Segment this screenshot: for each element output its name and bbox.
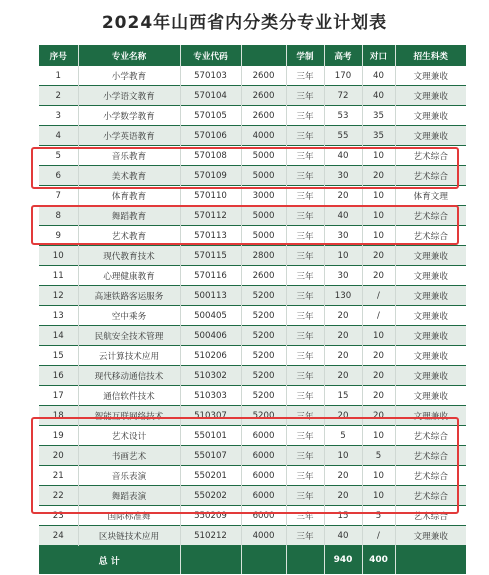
table-row xyxy=(39,326,466,346)
cell-index: 6 xyxy=(39,166,78,186)
cell-duikou: 10 xyxy=(362,326,395,346)
cell-gaokao: 55 xyxy=(324,126,362,146)
cell-tuition: 5200 xyxy=(241,386,286,406)
cell-gaokao: 20 xyxy=(324,306,362,326)
cell-index: 4 xyxy=(39,126,78,146)
cell-duration: 三年 xyxy=(286,106,324,126)
cell-gaokao: 30 xyxy=(324,226,362,246)
page-title: 2024年山西省内分类分专业计划表 xyxy=(101,13,388,33)
table-header-row xyxy=(39,45,466,66)
table-row xyxy=(39,206,466,226)
cell-gaokao: 40 xyxy=(324,526,362,546)
cell-major-name: 通信软件技术 xyxy=(78,386,180,406)
cell-duration: 三年 xyxy=(286,386,324,406)
cell-gaokao: 20 xyxy=(324,186,362,206)
cell-duration: 三年 xyxy=(286,426,324,446)
cell-index: 22 xyxy=(39,486,78,506)
cell-major-name: 音乐教育 xyxy=(78,146,180,166)
total-blank xyxy=(241,546,286,575)
cell-duration: 三年 xyxy=(286,326,324,346)
cell-category: 艺术综合 xyxy=(395,506,466,526)
cell-tuition: 6000 xyxy=(241,466,286,486)
cell-major-name: 国际标准舞 xyxy=(78,506,180,526)
cell-major-code: 570104 xyxy=(180,86,241,106)
header-duration: 学制 xyxy=(286,45,324,66)
cell-tuition: 6000 xyxy=(241,426,286,446)
cell-major-code: 500405 xyxy=(180,306,241,326)
header-gaokao: 高考 xyxy=(324,45,362,66)
table-row xyxy=(39,86,466,106)
cell-index: 5 xyxy=(55,150,61,161)
cell-major-name: 书画艺术 xyxy=(78,446,180,466)
table-row xyxy=(39,106,466,126)
cell-major-code: 570110 xyxy=(180,186,241,206)
cell-tuition: 6000 xyxy=(241,486,286,506)
cell-category: 文理兼收 xyxy=(395,386,466,406)
cell-major-code: 510212 xyxy=(180,526,241,546)
cell-gaokao: 10 xyxy=(324,446,362,466)
cell-index: 7 xyxy=(55,190,61,201)
cell-major-code: 500113 xyxy=(180,286,241,306)
cell-category: 艺术综合 xyxy=(395,226,466,246)
cell-gaokao: 15 xyxy=(324,506,362,526)
cell-category: 文理兼收 xyxy=(395,406,466,426)
table-row xyxy=(39,306,466,326)
cell-major-code: 570112 xyxy=(180,206,241,226)
cell-major-name: 云计算技术应用 xyxy=(78,346,180,366)
table-row xyxy=(39,426,466,446)
cell-major-code: 500406 xyxy=(180,326,241,346)
table-row xyxy=(39,266,466,286)
cell-index: 9 xyxy=(55,230,61,241)
cell-duration: 三年 xyxy=(286,446,324,466)
cell-duration: 三年 xyxy=(286,186,324,206)
cell-index: 19 xyxy=(52,430,64,441)
cell-major-name: 高速铁路客运服务 xyxy=(78,286,180,306)
cell-duration: 三年 xyxy=(286,526,324,546)
cell-duration: 三年 xyxy=(286,86,324,106)
cell-category: 艺术综合 xyxy=(395,446,466,466)
cell-tuition: 2800 xyxy=(241,246,286,266)
cell-category: 艺术综合 xyxy=(395,146,466,166)
table-row xyxy=(39,166,466,186)
cell-category: 文理兼收 xyxy=(395,266,466,286)
cell-major-code: 510307 xyxy=(180,406,241,426)
cell-duikou: / xyxy=(362,306,395,326)
cell-tuition: 3000 xyxy=(241,186,286,206)
cell-gaokao: 15 xyxy=(324,386,362,406)
cell-index: 12 xyxy=(39,286,78,306)
cell-gaokao: 30 xyxy=(324,166,362,186)
cell-duration: 三年 xyxy=(286,466,324,486)
cell-gaokao: 20 xyxy=(324,486,362,506)
cell-duikou: 35 xyxy=(362,126,395,146)
cell-duikou: 40 xyxy=(362,66,395,86)
table-row xyxy=(39,466,466,486)
cell-category: 艺术综合 xyxy=(395,166,466,186)
table-row xyxy=(39,226,466,246)
cell-tuition: 5000 xyxy=(241,226,286,246)
cell-tuition: 5200 xyxy=(241,406,286,426)
header-major-name: 专业名称 xyxy=(78,45,180,66)
cell-category: 文理兼收 xyxy=(395,326,466,346)
cell-gaokao: 20 xyxy=(324,346,362,366)
cell-major-name: 小学英语教育 xyxy=(78,126,180,146)
cell-major-code: 550202 xyxy=(180,486,241,506)
table-row xyxy=(39,246,466,266)
cell-gaokao: 30 xyxy=(324,266,362,286)
cell-major-code: 550201 xyxy=(180,466,241,486)
cell-duikou: 20 xyxy=(362,246,395,266)
cell-index: 23 xyxy=(52,510,64,521)
cell-major-name: 艺术设计 xyxy=(78,426,180,446)
header-major-code: 专业代码 xyxy=(180,45,241,66)
cell-major-name: 现代移动通信技术 xyxy=(78,366,180,386)
cell-category: 文理兼收 xyxy=(395,306,466,326)
cell-major-name: 现代教育技术 xyxy=(78,246,180,266)
cell-major-name: 区块链技术应用 xyxy=(78,526,180,546)
table-row xyxy=(39,386,466,406)
cell-duration: 三年 xyxy=(286,66,324,86)
cell-major-name: 舞蹈表演 xyxy=(78,486,180,506)
cell-duikou: 10 xyxy=(362,206,395,226)
cell-major-code: 570108 xyxy=(180,146,241,166)
cell-duikou: 10 xyxy=(362,146,395,166)
cell-major-code: 550101 xyxy=(180,426,241,446)
cell-duikou: 40 xyxy=(362,86,395,106)
cell-duration: 三年 xyxy=(286,146,324,166)
cell-tuition: 5200 xyxy=(241,366,286,386)
cell-major-code: 570109 xyxy=(180,166,241,186)
cell-tuition: 4000 xyxy=(241,126,286,146)
cell-gaokao: 20 xyxy=(324,366,362,386)
cell-major-code: 510302 xyxy=(180,366,241,386)
total-blank xyxy=(180,546,241,575)
cell-major-code: 570113 xyxy=(180,226,241,246)
cell-tuition: 6000 xyxy=(241,446,286,466)
cell-major-name: 小学教育 xyxy=(78,66,180,86)
cell-index: 14 xyxy=(39,326,78,346)
cell-index: 1 xyxy=(55,70,61,81)
cell-category: 艺术综合 xyxy=(395,486,466,506)
cell-index: 2 xyxy=(39,86,78,106)
cell-category: 文理兼收 xyxy=(395,526,466,546)
total-blank xyxy=(395,546,466,575)
cell-index: 3 xyxy=(55,110,61,121)
cell-duikou: 5 xyxy=(362,446,395,466)
cell-duration: 三年 xyxy=(286,226,324,246)
table-row xyxy=(39,186,466,206)
cell-tuition: 5200 xyxy=(241,326,286,346)
table-row xyxy=(39,506,466,526)
cell-tuition: 5200 xyxy=(241,306,286,326)
cell-duration: 三年 xyxy=(286,166,324,186)
cell-category: 艺术综合 xyxy=(395,466,466,486)
cell-duikou: 10 xyxy=(362,426,395,446)
cell-duikou: 20 xyxy=(362,406,395,426)
table-row xyxy=(39,406,466,426)
cell-tuition: 2600 xyxy=(241,106,286,126)
table-row xyxy=(39,126,466,146)
cell-duikou: 10 xyxy=(362,186,395,206)
cell-duration: 三年 xyxy=(286,366,324,386)
cell-major-name: 空中乘务 xyxy=(78,306,180,326)
cell-major-code: 570105 xyxy=(180,106,241,126)
cell-duikou: 5 xyxy=(362,506,395,526)
total-label: 总 计 xyxy=(39,546,180,575)
header-duikou: 对口 xyxy=(362,45,395,66)
cell-tuition: 5000 xyxy=(241,146,286,166)
cell-major-code: 550107 xyxy=(180,446,241,466)
cell-major-name: 智能互联网络技术 xyxy=(78,406,180,426)
cell-index: 8 xyxy=(39,206,78,226)
cell-gaokao: 5 xyxy=(324,426,362,446)
cell-duikou: 20 xyxy=(362,166,395,186)
cell-major-code: 550209 xyxy=(180,506,241,526)
cell-major-name: 体育教育 xyxy=(78,186,180,206)
cell-major-code: 510206 xyxy=(180,346,241,366)
cell-category: 文理兼收 xyxy=(395,366,466,386)
cell-tuition: 2600 xyxy=(241,86,286,106)
cell-duration: 三年 xyxy=(286,126,324,146)
plan-table xyxy=(39,45,466,574)
header-category: 招生科类 xyxy=(395,45,466,66)
cell-category: 文理兼收 xyxy=(395,246,466,266)
cell-index: 17 xyxy=(52,390,64,401)
cell-tuition: 2600 xyxy=(241,66,286,86)
cell-duration: 三年 xyxy=(286,306,324,326)
table-row xyxy=(39,526,466,546)
cell-duikou: 20 xyxy=(362,346,395,366)
cell-category: 文理兼收 xyxy=(395,106,466,126)
cell-duration: 三年 xyxy=(286,246,324,266)
cell-major-name: 音乐表演 xyxy=(78,466,180,486)
cell-duration: 三年 xyxy=(286,206,324,226)
cell-duikou: 35 xyxy=(362,106,395,126)
header-index: 序号 xyxy=(39,45,78,66)
cell-duikou: / xyxy=(362,286,395,306)
cell-tuition: 5200 xyxy=(241,286,286,306)
total-duikou: 400 xyxy=(362,546,395,575)
cell-category: 文理兼收 xyxy=(395,66,466,86)
cell-category: 文理兼收 xyxy=(395,286,466,306)
header-tuition xyxy=(241,45,286,66)
cell-duration: 三年 xyxy=(286,486,324,506)
cell-gaokao: 53 xyxy=(324,106,362,126)
cell-gaokao: 20 xyxy=(324,406,362,426)
cell-duikou: / xyxy=(362,526,395,546)
cell-gaokao: 20 xyxy=(324,326,362,346)
cell-major-code: 510303 xyxy=(180,386,241,406)
table-row xyxy=(39,146,466,166)
cell-major-name: 艺术教育 xyxy=(78,226,180,246)
cell-duration: 三年 xyxy=(286,406,324,426)
cell-duikou: 20 xyxy=(362,266,395,286)
cell-tuition: 5000 xyxy=(241,206,286,226)
cell-major-name: 舞蹈教育 xyxy=(78,206,180,226)
cell-duration: 三年 xyxy=(286,286,324,306)
cell-index: 11 xyxy=(52,270,64,281)
cell-gaokao: 10 xyxy=(324,246,362,266)
cell-category: 体育文理 xyxy=(395,186,466,206)
cell-duikou: 10 xyxy=(362,466,395,486)
cell-index: 15 xyxy=(52,350,64,361)
cell-gaokao: 20 xyxy=(324,466,362,486)
cell-index: 21 xyxy=(52,470,64,481)
cell-major-name: 小学数学教育 xyxy=(78,106,180,126)
cell-gaokao: 40 xyxy=(324,206,362,226)
cell-gaokao: 130 xyxy=(324,286,362,306)
cell-index: 18 xyxy=(39,406,78,426)
table-row xyxy=(39,366,466,386)
table-row xyxy=(39,446,466,466)
cell-tuition: 5000 xyxy=(241,166,286,186)
cell-category: 文理兼收 xyxy=(395,86,466,106)
cell-duikou: 10 xyxy=(362,486,395,506)
cell-gaokao: 170 xyxy=(324,66,362,86)
cell-duikou: 10 xyxy=(362,226,395,246)
table-row xyxy=(39,66,466,86)
cell-duration: 三年 xyxy=(286,506,324,526)
cell-index: 16 xyxy=(39,366,78,386)
cell-tuition: 5200 xyxy=(241,346,286,366)
total-gaokao: 940 xyxy=(324,546,362,575)
table-row xyxy=(39,486,466,506)
cell-category: 文理兼收 xyxy=(395,126,466,146)
cell-index: 24 xyxy=(39,526,78,546)
cell-duikou: 20 xyxy=(362,366,395,386)
cell-category: 艺术综合 xyxy=(395,426,466,446)
cell-tuition: 6000 xyxy=(241,506,286,526)
cell-index: 10 xyxy=(39,246,78,266)
cell-index: 20 xyxy=(39,446,78,466)
cell-category: 文理兼收 xyxy=(395,346,466,366)
cell-major-code: 570103 xyxy=(180,66,241,86)
cell-major-name: 民航安全技术管理 xyxy=(78,326,180,346)
cell-major-name: 美术教育 xyxy=(78,166,180,186)
total-row xyxy=(39,546,466,575)
cell-major-code: 570106 xyxy=(180,126,241,146)
table-row xyxy=(39,286,466,306)
cell-gaokao: 72 xyxy=(324,86,362,106)
cell-major-code: 570116 xyxy=(180,266,241,286)
cell-major-name: 小学语文教育 xyxy=(78,86,180,106)
cell-tuition: 4000 xyxy=(241,526,286,546)
cell-duikou: 20 xyxy=(362,386,395,406)
cell-duration: 三年 xyxy=(286,266,324,286)
table-row xyxy=(39,346,466,366)
cell-duration: 三年 xyxy=(286,346,324,366)
cell-tuition: 2600 xyxy=(241,266,286,286)
cell-gaokao: 40 xyxy=(324,146,362,166)
cell-major-name: 心理健康教育 xyxy=(78,266,180,286)
cell-major-code: 570115 xyxy=(180,246,241,266)
cell-index: 13 xyxy=(52,310,64,321)
total-blank xyxy=(286,546,324,575)
cell-category: 艺术综合 xyxy=(395,206,466,226)
